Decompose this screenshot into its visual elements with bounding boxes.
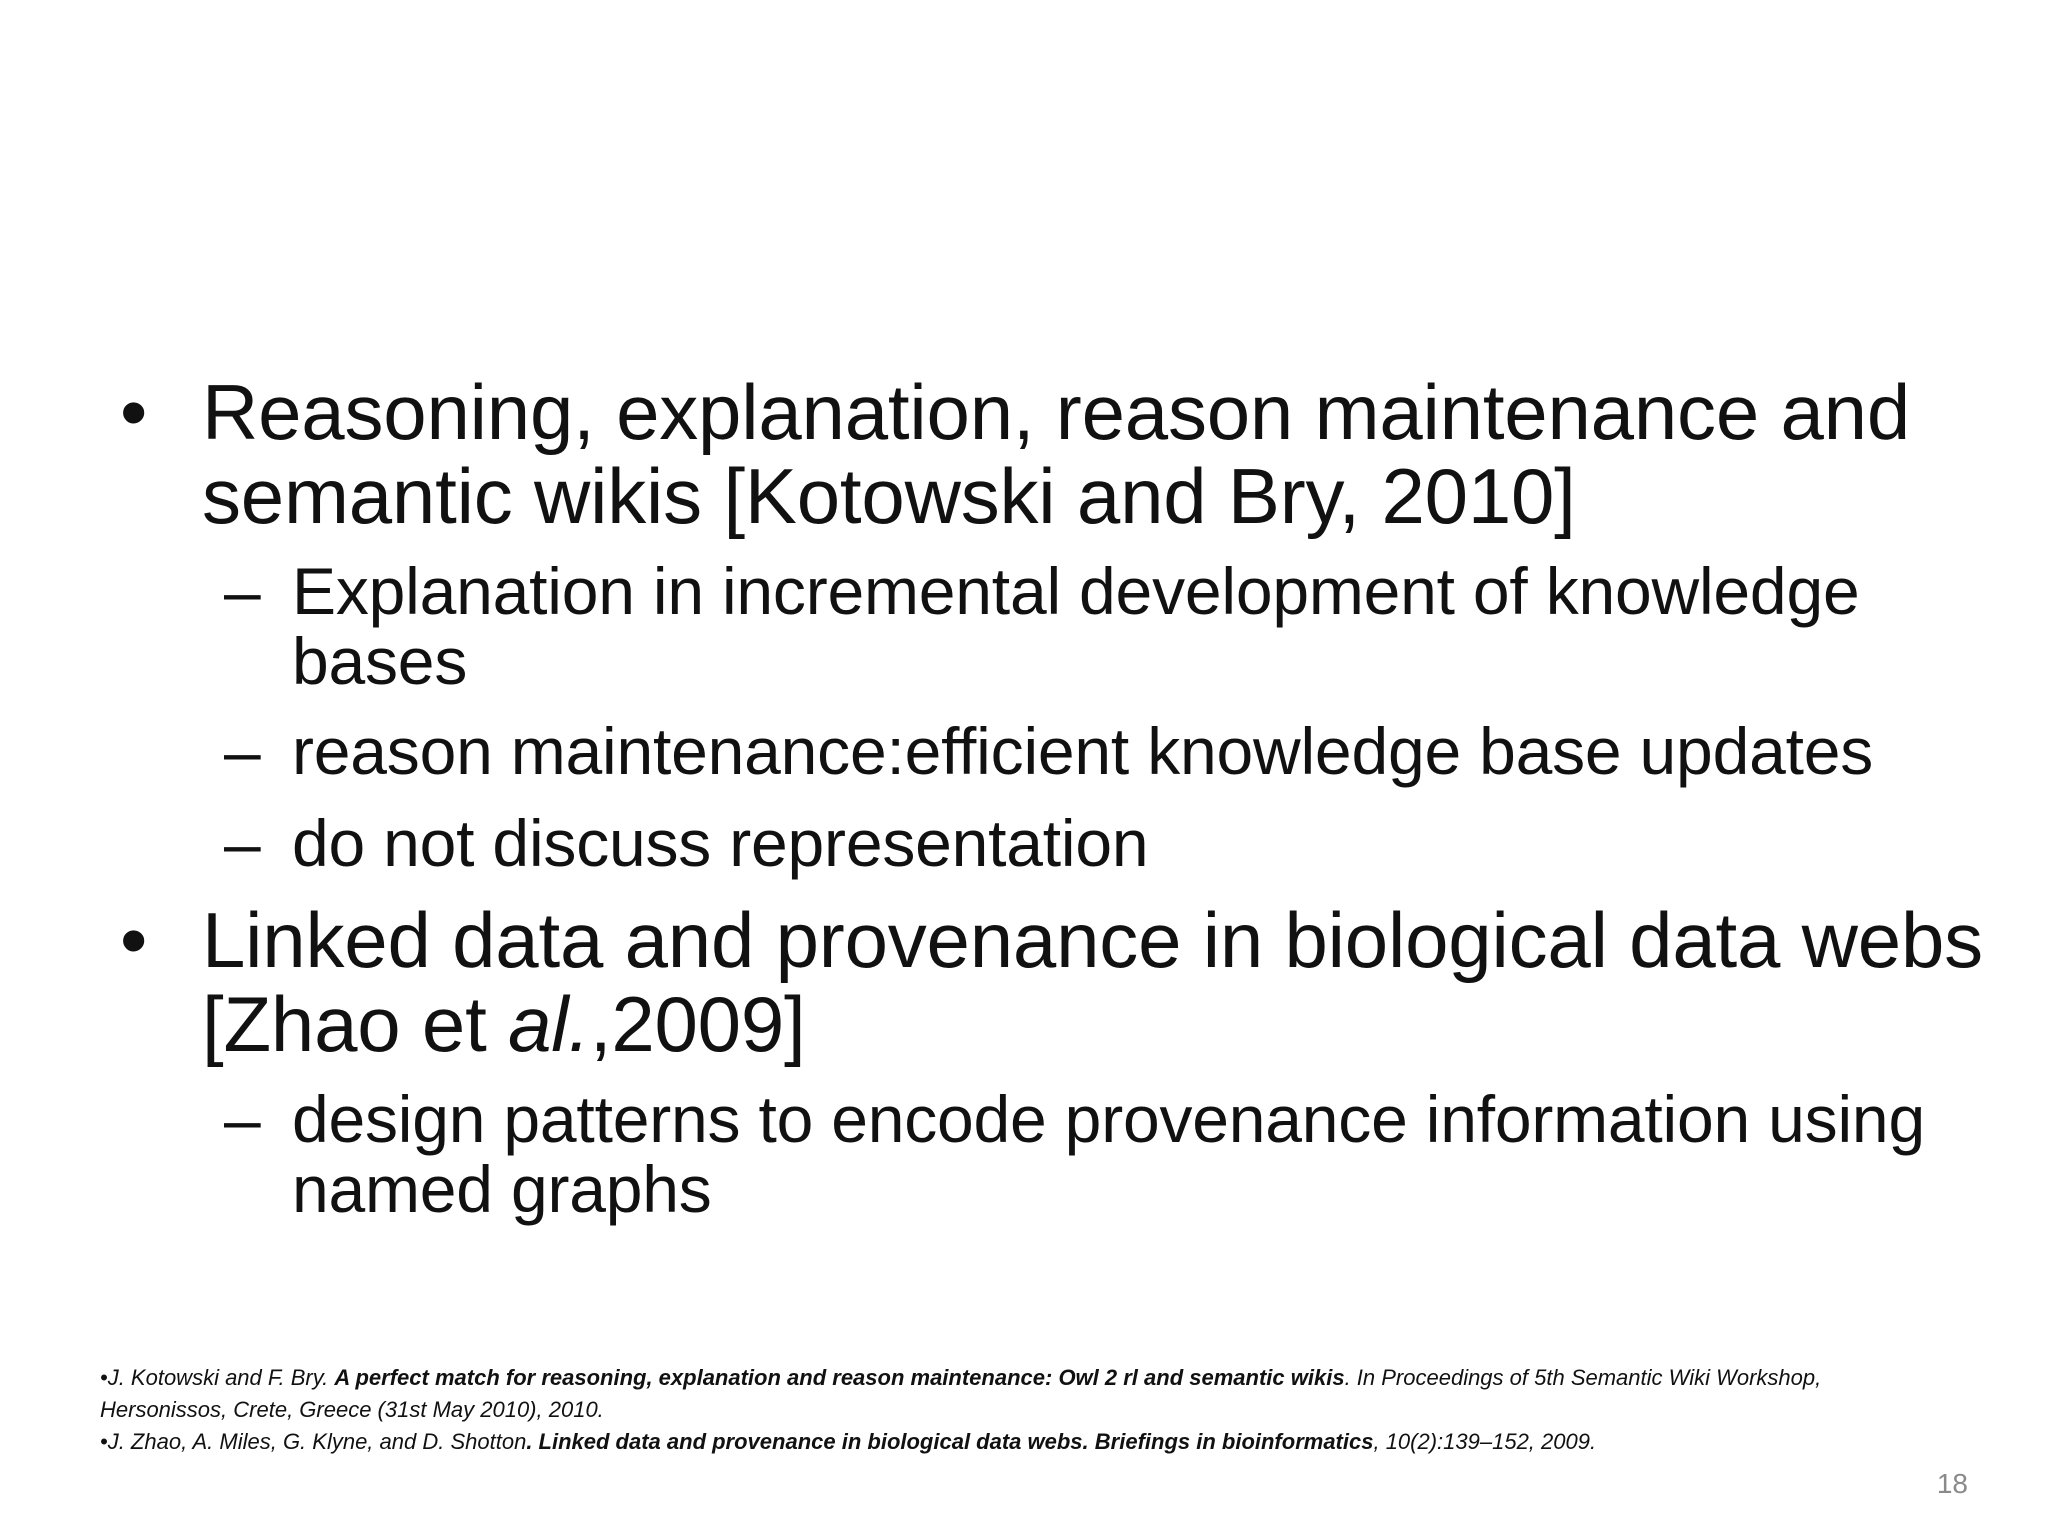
bullet-text	[202, 898, 2002, 1066]
reference-title: . Linked data and provenance in biological data webs. Briefings in bioinformatics	[526, 1429, 1374, 1454]
reference-prefix: •J. Kotowski and F. Bry.	[100, 1365, 335, 1390]
bullet-mark: •	[120, 896, 148, 984]
sub-bullet-text: design patterns to encode provenance information using named graphs	[292, 1082, 1925, 1226]
sub-bullet-mark: –	[224, 714, 261, 788]
reference-kotowski	[100, 1362, 1950, 1426]
sub-bullet-mark: –	[224, 806, 261, 880]
sub-bullet-text: reason maintenance:efficient knowledge base updates	[292, 714, 1874, 788]
reference-suffix: , 10(2):139–152, 2009.	[1373, 1429, 1597, 1454]
bullet-text-end: ,2009]	[589, 980, 806, 1068]
references	[100, 1362, 1950, 1458]
bullet-mark: •	[120, 368, 148, 456]
sub-bullet-mark: –	[224, 554, 261, 628]
reference-prefix: •J. Zhao, A. Miles, G. Klyne, and D. Shotton	[100, 1429, 527, 1454]
reference-zhao	[100, 1426, 1950, 1458]
sub-bullet-text: do not discuss representation	[292, 806, 1149, 880]
sub-bullet-mark: –	[224, 1082, 261, 1156]
bullet-text-italic: al.	[508, 980, 590, 1068]
reference-title: A perfect match for reasoning, explanation and reason maintenance: Owl 2 rl and semantic wikis	[334, 1365, 1345, 1390]
bullet-text: Reasoning, explanation, reason maintenance and semantic wikis [Kotowski and Bry, 2010]	[202, 368, 1911, 540]
sub-bullet-text: Explanation in incremental development of knowledge bases	[292, 554, 1860, 698]
bullet-text-start: Linked data and provenance in biological data webs [Zhao et	[202, 896, 1983, 1068]
page-number: 18	[1936, 1468, 1968, 1499]
reference-suffix: . In Proceedings of 5th Semantic Wiki Workshop, Hersonissos, Crete, Greece (31st May 2010), 2010.	[100, 1365, 1822, 1422]
